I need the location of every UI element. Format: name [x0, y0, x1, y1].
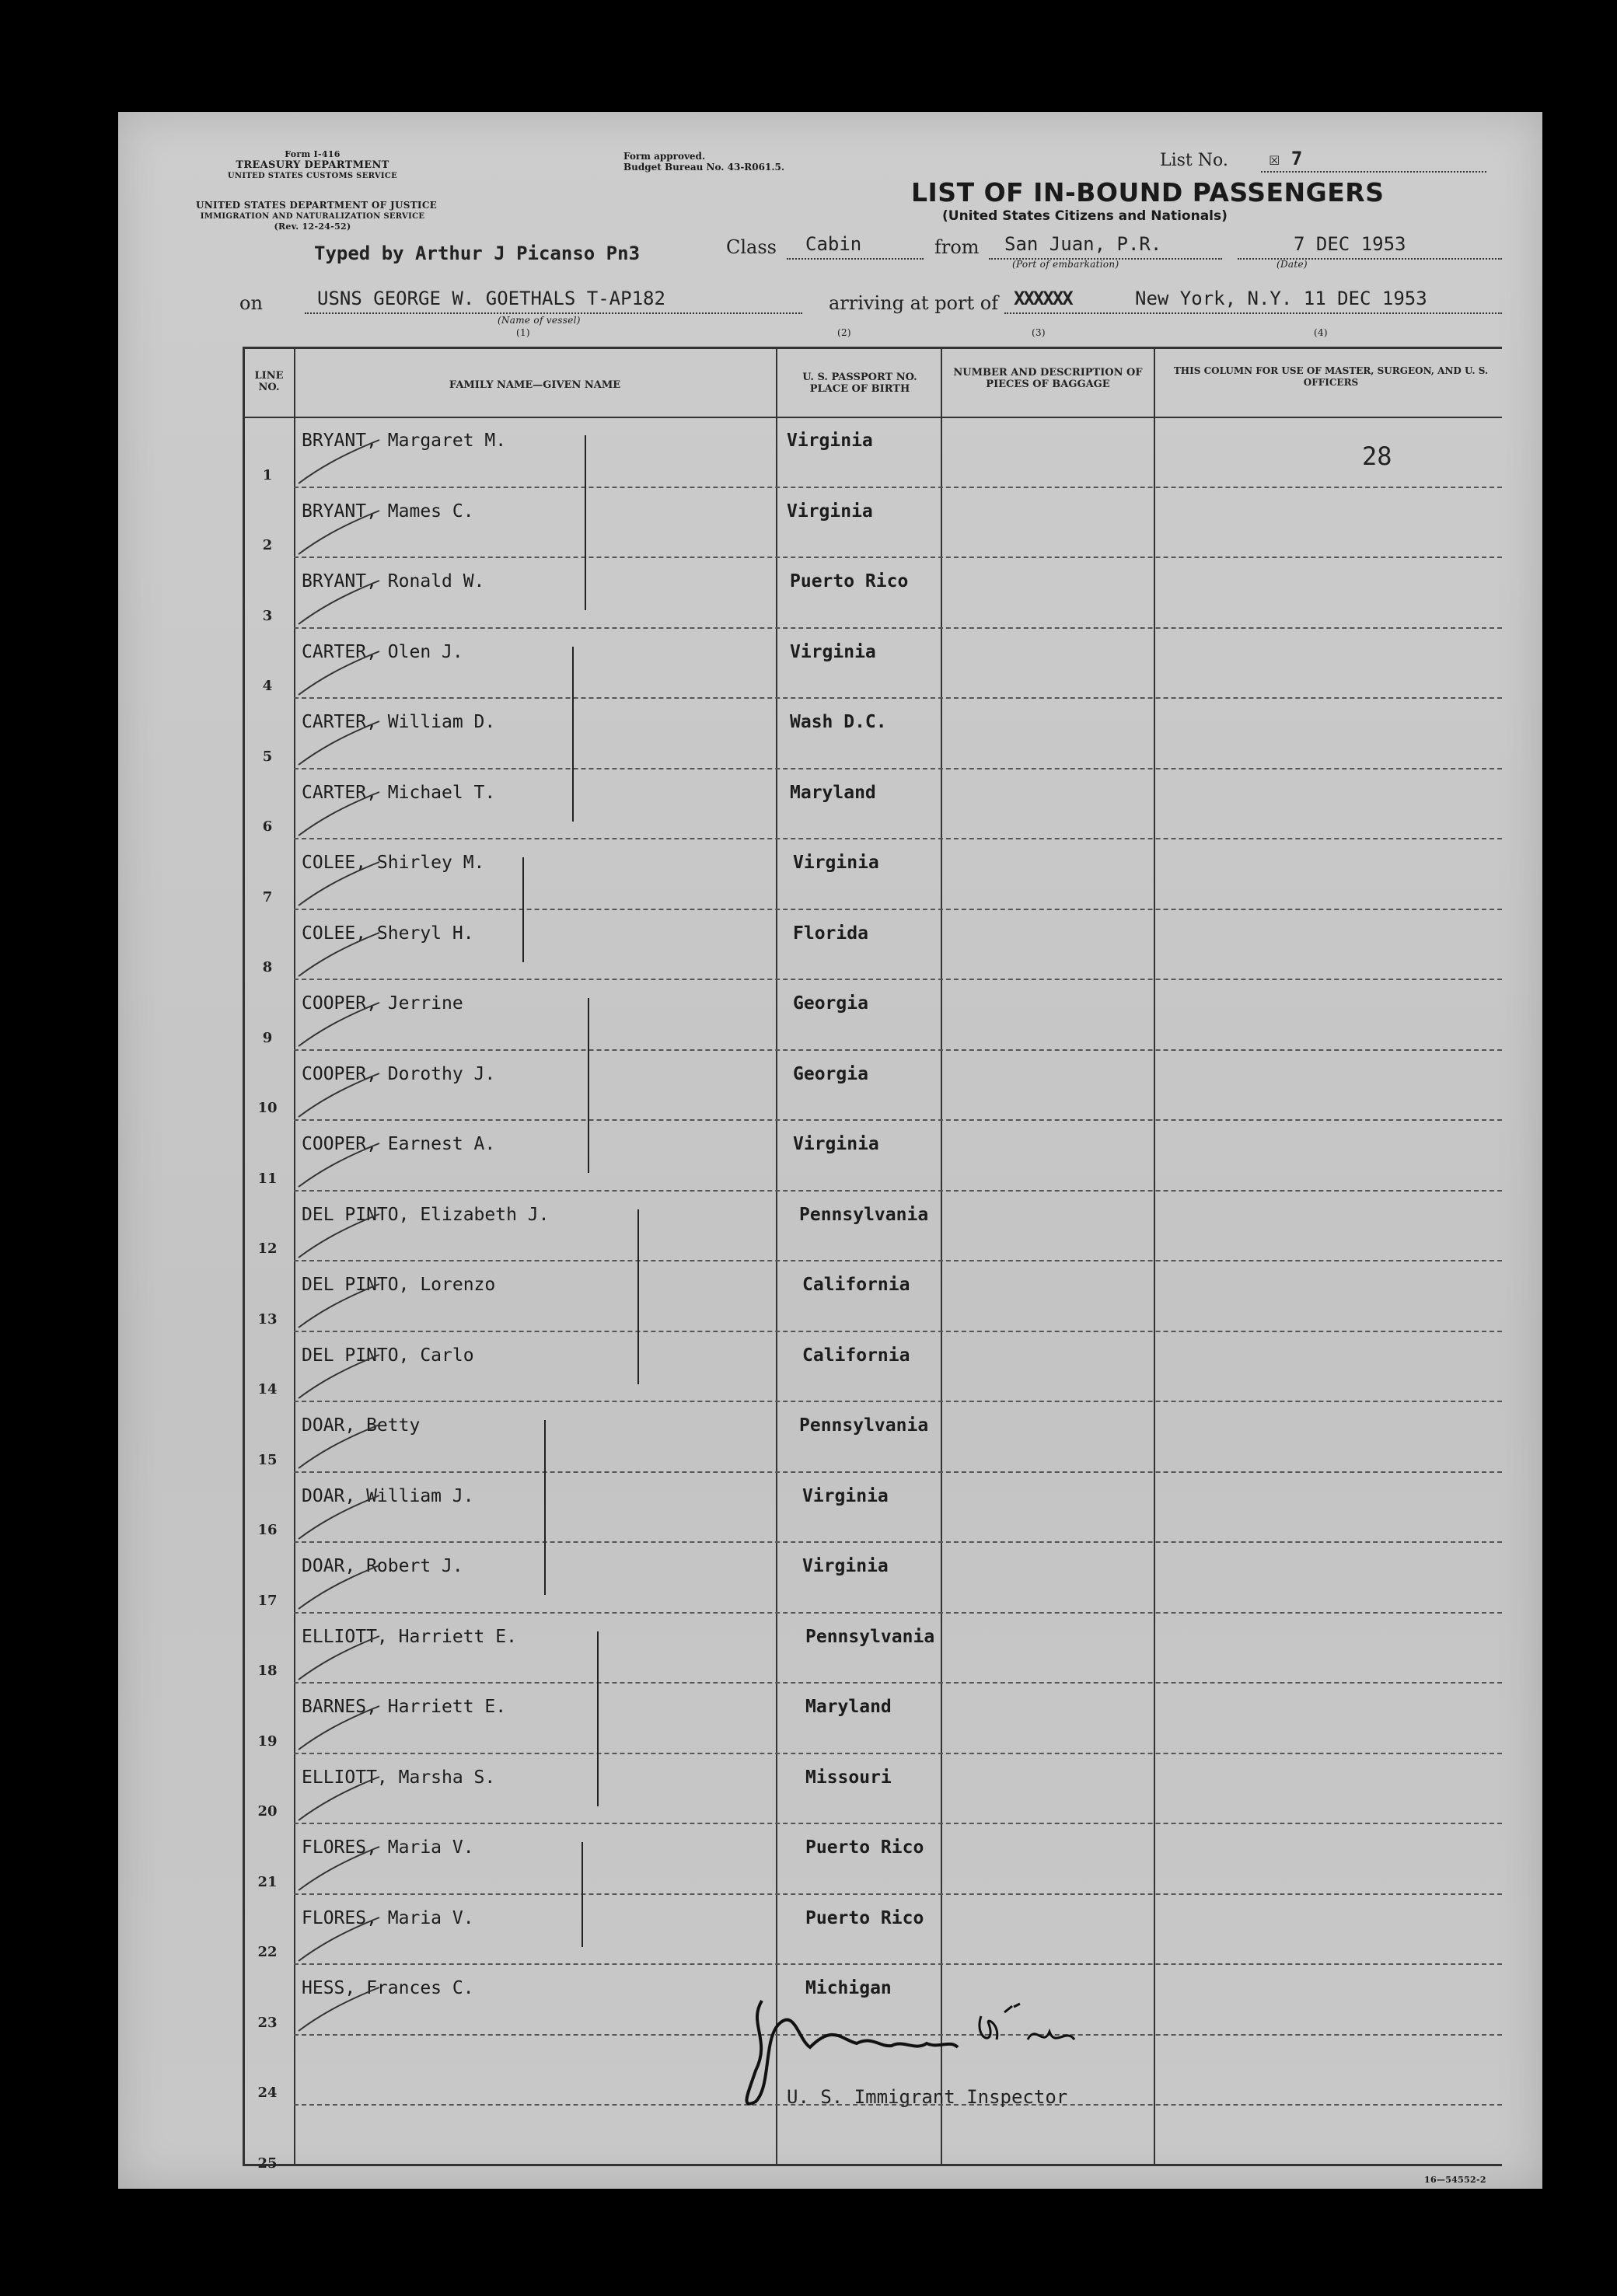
customs-service: UNITED STATES CUSTOMS SERVICE: [227, 172, 398, 180]
passenger-name: DOAR, Robert J.: [302, 1556, 463, 1576]
row-separator: [294, 627, 1502, 629]
revision: (Rev. 12-24-52): [274, 222, 351, 232]
line-number: 13: [257, 1310, 278, 1328]
line-number: 11: [257, 1170, 278, 1187]
place-of-birth: Missouri: [805, 1767, 892, 1788]
row-separator: [294, 1049, 1502, 1051]
passenger-name: FLORES, Maria V.: [302, 1837, 474, 1858]
arrival-port-date: New York, N.Y. 11 DEC 1953: [1135, 288, 1427, 309]
typed-by: Typed by Arthur J Picanso Pn3: [314, 243, 641, 264]
place-of-birth: Florida: [793, 923, 868, 944]
check-stroke: [294, 1983, 387, 2037]
check-stroke: [294, 1772, 387, 1827]
check-stroke: [294, 1069, 387, 1123]
manifest-title: LIST OF IN-BOUND PASSENGERS: [911, 177, 1385, 208]
check-stroke: [294, 787, 387, 842]
vessel-name: USNS GEORGE W. GOETHALS T-AP182: [317, 288, 665, 309]
line-number: 8: [262, 959, 273, 975]
col4-number: (4): [1314, 327, 1328, 338]
place-of-birth: Virginia: [802, 1556, 889, 1576]
place-of-birth: Michigan: [805, 1978, 892, 1998]
check-stroke: [294, 1209, 387, 1264]
family-bracket: [597, 1631, 599, 1806]
line-number: 5: [262, 748, 273, 765]
check-stroke: [294, 1491, 387, 1545]
row-separator: [294, 697, 1502, 699]
place-of-birth: Pennsylvania: [805, 1626, 935, 1647]
passenger-name: CARTER, Olen J.: [302, 641, 463, 662]
check-stroke: [294, 647, 387, 701]
justice-dept: UNITED STATES DEPARTMENT OF JUSTICE: [196, 200, 438, 211]
place-of-birth: Virginia: [793, 853, 879, 873]
row-separator: [294, 1823, 1502, 1824]
line-number: 9: [262, 1029, 273, 1046]
passenger-name: COLEE, Shirley M.: [302, 853, 485, 873]
line-number: 19: [257, 1732, 278, 1750]
line-number: 14: [257, 1381, 278, 1397]
passenger-name: HESS, Frances C.: [302, 1978, 474, 1998]
row-separator: [294, 1331, 1502, 1332]
row-separator: [294, 487, 1502, 488]
place-of-birth: Puerto Rico: [790, 571, 909, 591]
row-separator: [294, 1541, 1502, 1543]
family-bracket: [585, 435, 586, 610]
check-stroke: [294, 998, 387, 1052]
line-number: 23: [257, 2014, 278, 2031]
passenger-name: BRYANT, Mames C.: [302, 501, 474, 522]
passenger-name: BRYANT, Margaret M.: [302, 431, 507, 451]
line-number: 4: [262, 678, 273, 694]
header-baggage: NUMBER AND DESCRIPTION OF PIECES OF BAGGAGE: [953, 367, 1143, 390]
manifest-subtitle: (United States Citizens and Nationals): [942, 208, 1228, 224]
passenger-name: COLEE, Sheryl H.: [302, 923, 474, 944]
row-separator: [294, 768, 1502, 769]
check-stroke: [294, 1842, 387, 1896]
check-stroke: [294, 1279, 387, 1334]
check-stroke: [294, 1631, 387, 1686]
row-separator: [294, 1612, 1502, 1614]
line-number: 6: [262, 818, 273, 835]
place-of-birth: Puerto Rico: [805, 1907, 924, 1928]
from-value: San Juan, P.R.: [1004, 233, 1162, 255]
row-separator: [294, 557, 1502, 558]
family-bracket: [544, 1420, 546, 1595]
check-stroke: [294, 1350, 387, 1404]
check-stroke: [294, 928, 387, 982]
place-of-birth: Pennsylvania: [799, 1204, 929, 1225]
passenger-name: DEL PINTO, Elizabeth J.: [302, 1204, 550, 1225]
line-number: 25: [257, 2155, 278, 2172]
passenger-name: DEL PINTO, Lorenzo: [302, 1275, 496, 1295]
line-number: 10: [257, 1100, 278, 1116]
family-bracket: [522, 857, 524, 962]
place-of-birth: Virginia: [802, 1485, 889, 1506]
passenger-name: ELLIOTT, Harriett E.: [302, 1626, 517, 1647]
col3-number: (3): [1032, 327, 1046, 338]
row-separator: [294, 979, 1502, 980]
line-number: 21: [257, 1873, 278, 1890]
col2-number: (2): [837, 327, 851, 338]
manifest-page: [118, 112, 1542, 2189]
row-separator: [294, 1260, 1502, 1261]
header-officers: THIS COLUMN FOR USE OF MASTER, SURGEON, AND U. S. OFFICERS: [1173, 365, 1489, 388]
place-of-birth: Virginia: [787, 501, 873, 522]
budget-bureau: Budget Bureau No. 43-R061.5.: [623, 162, 785, 173]
list-no-value: ☒ 7: [1269, 148, 1303, 169]
place-of-birth: Pennsylvania: [799, 1415, 929, 1436]
on-label: on: [239, 292, 263, 314]
passenger-name: CARTER, William D.: [302, 712, 496, 732]
place-of-birth: Maryland: [790, 782, 876, 803]
family-bracket: [572, 647, 574, 822]
check-stroke: [294, 1913, 387, 1967]
inspector-label: U. S. Immigrant Inspector: [787, 2086, 1068, 2108]
row-separator: [294, 1401, 1502, 1402]
struck-port: XXXXXX: [1014, 288, 1072, 309]
form-approved: Form approved.: [623, 151, 706, 162]
check-stroke: [294, 1701, 387, 1756]
treasury-dept: TREASURY DEPARTMENT: [236, 159, 389, 171]
row-separator: [294, 1682, 1502, 1684]
passenger-name: FLORES, Maria V.: [302, 1907, 474, 1928]
vessel-label: (Name of vessel): [498, 315, 581, 326]
check-stroke: [294, 857, 387, 912]
footer-code: 16—54552-2: [1424, 2175, 1486, 2185]
class-label: Class: [726, 236, 777, 258]
row-separator: [294, 1119, 1502, 1121]
check-stroke: [294, 1139, 387, 1193]
officer-note-28: 28: [1362, 441, 1392, 471]
list-no-label: List No.: [1160, 151, 1228, 170]
place-of-birth: Maryland: [805, 1697, 892, 1717]
date-value: 7 DEC 1953: [1294, 233, 1406, 255]
line-number: 17: [257, 1592, 278, 1609]
passenger-name: DOAR, Betty: [302, 1415, 421, 1436]
passenger-name: COOPER, Earnest A.: [302, 1134, 496, 1154]
check-stroke: [294, 717, 387, 771]
line-number: 20: [257, 1803, 278, 1820]
place-of-birth: Wash D.C.: [790, 712, 887, 732]
row-separator: [294, 1190, 1502, 1192]
check-stroke: [294, 506, 387, 560]
line-number: 2: [262, 537, 273, 553]
row-separator: [294, 909, 1502, 910]
place-of-birth: California: [802, 1275, 910, 1295]
line-number: 15: [257, 1451, 278, 1468]
ins-service: IMMIGRATION AND NATURALIZATION SERVICE: [200, 212, 425, 221]
row-separator: [294, 838, 1502, 839]
place-of-birth: Virginia: [790, 641, 876, 662]
from-label: from: [934, 236, 980, 258]
line-number: 12: [257, 1240, 278, 1257]
row-separator: [294, 1753, 1502, 1754]
place-of-birth: Georgia: [793, 993, 868, 1014]
check-stroke: [294, 435, 387, 490]
row-separator: [294, 1893, 1502, 1895]
family-bracket: [581, 1842, 583, 1947]
date-label: (Date): [1276, 259, 1308, 270]
row-separator: [294, 1471, 1502, 1473]
line-number: 1: [262, 466, 273, 483]
family-bracket: [588, 998, 589, 1173]
header-passport: U. S. PASSPORT NO. PLACE OF BIRTH: [802, 372, 917, 395]
check-stroke: [294, 576, 387, 630]
passenger-name: DEL PINTO, Carlo: [302, 1345, 474, 1366]
place-of-birth: Puerto Rico: [805, 1837, 924, 1858]
port-embarkation-label: (Port of embarkation): [1012, 259, 1119, 270]
line-number: 16: [257, 1522, 278, 1538]
passenger-name: COOPER, Jerrine: [302, 993, 463, 1014]
line-number: 22: [257, 1944, 278, 1960]
form-number: Form I-416: [285, 149, 341, 159]
passenger-name: DOAR, William J.: [302, 1485, 474, 1506]
family-bracket: [637, 1209, 639, 1384]
header-line-no: LINE NO.: [254, 370, 284, 393]
col1-number: (1): [516, 327, 530, 338]
row-separator: [294, 1963, 1502, 1965]
place-of-birth: California: [802, 1345, 910, 1366]
check-stroke: [294, 1561, 387, 1615]
line-number: 24: [257, 2085, 278, 2101]
passenger-name: BRYANT, Ronald W.: [302, 571, 485, 591]
check-stroke: [294, 1420, 387, 1474]
place-of-birth: Virginia: [793, 1134, 879, 1154]
header-name: FAMILY NAME—GIVEN NAME: [449, 379, 621, 391]
line-number: 3: [262, 607, 273, 624]
passenger-name: ELLIOTT, Marsha S.: [302, 1767, 496, 1788]
line-number: 18: [257, 1663, 278, 1679]
class-value: Cabin: [805, 233, 862, 255]
passenger-name: CARTER, Michael T.: [302, 782, 496, 803]
place-of-birth: Georgia: [793, 1063, 868, 1084]
passenger-name: BARNES, Harriett E.: [302, 1697, 507, 1717]
passenger-name: COOPER, Dorothy J.: [302, 1063, 496, 1084]
line-number: 7: [262, 888, 273, 905]
place-of-birth: Virginia: [787, 431, 873, 451]
arriving-label: arriving at port of: [829, 292, 999, 314]
